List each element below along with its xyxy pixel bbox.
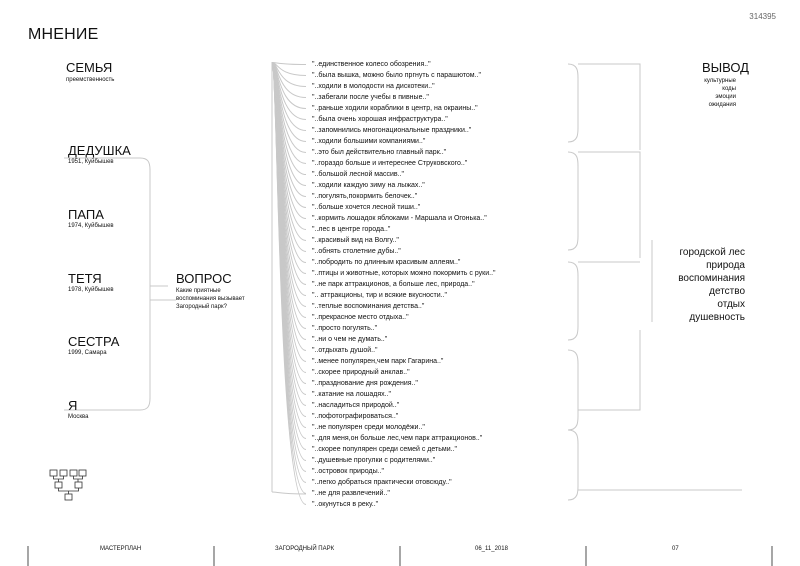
question-text: Какие приятные воспоминания вызывает Загородный парк? bbox=[176, 288, 245, 310]
footer-page: 07 bbox=[672, 546, 679, 552]
output-codes bbox=[704, 77, 736, 109]
member-name: ТЕТЯ bbox=[68, 271, 102, 286]
quote-item: "..погулять,покормить белочек.." bbox=[312, 193, 418, 200]
member-father bbox=[68, 207, 114, 229]
code-item: культурные bbox=[704, 78, 736, 84]
member-origin: 1978, Куйбышев bbox=[68, 287, 114, 293]
conclusions-list bbox=[650, 246, 745, 324]
member-name: СЕСТРА bbox=[68, 334, 120, 349]
quote-item: "..большой лесной массив.." bbox=[312, 171, 405, 178]
quote-item: "..скорее популярен среди семей с детьми.." bbox=[312, 446, 457, 453]
member-name: ДЕДУШКА bbox=[68, 143, 131, 158]
code-item: эмоции bbox=[715, 94, 736, 100]
member-origin: 1974, Куйбышев bbox=[68, 223, 114, 229]
conclusion-item: детство bbox=[709, 286, 745, 297]
member-origin: Москва bbox=[68, 414, 89, 420]
quote-item: "..легко добраться практически отовсюду.." bbox=[312, 479, 452, 486]
quote-item: "..была вышка, можно было пргнуть с парашютом.." bbox=[312, 72, 481, 79]
quote-item: "..лес в центре города.." bbox=[312, 226, 391, 233]
output-title: ВЫВОД bbox=[701, 60, 749, 75]
quote-item: "..празднование дня рождения.." bbox=[312, 380, 418, 387]
quote-item: "..просто погулять.." bbox=[312, 325, 378, 332]
quote-item: "..забегали после учебы в пивные.." bbox=[312, 94, 429, 101]
member-name: Я bbox=[68, 398, 78, 413]
member-me bbox=[68, 398, 88, 420]
footer-park: ЗАГОРОДНЫЙ ПАРК bbox=[275, 546, 335, 552]
quotes-list bbox=[312, 59, 582, 510]
member-aunt bbox=[68, 271, 114, 293]
conclusion-item: отдых bbox=[717, 299, 745, 310]
quote-item: "..обнять столетние дубы.." bbox=[312, 248, 401, 255]
family-title: СЕМЬЯ bbox=[66, 60, 113, 75]
quote-item: "..ни о чем не думать.." bbox=[312, 336, 388, 343]
conclusion-item: городской лес bbox=[679, 247, 745, 258]
quote-item: "..не парк аттракционов, а больше лес, природа.." bbox=[312, 281, 475, 288]
quote-item: "..ходили большими компаниями.." bbox=[312, 138, 426, 145]
quote-item: "..прекрасное место отдыха.." bbox=[312, 314, 409, 321]
quote-item: "..раньше ходили кораблики в центр, на окраины.." bbox=[312, 105, 478, 112]
member-origin: 1951, Куйбышев bbox=[68, 159, 114, 165]
member-origin: 1999, Самара bbox=[68, 350, 107, 356]
quote-item: "..запомнились многонациональные праздники.." bbox=[312, 127, 472, 134]
footer-masterplan: МАСТЕРПЛАН bbox=[100, 546, 142, 552]
quote-item: "..островок природы.." bbox=[312, 468, 385, 475]
quote-item: "..красивый вид на Волгу.." bbox=[312, 237, 399, 244]
quote-item: "..пофотографироваться.." bbox=[312, 413, 399, 420]
quote-item: "..ходили каждую зиму на лыжах.." bbox=[312, 182, 425, 189]
quote-item: "..душевные прогулки с родителями.." bbox=[312, 457, 436, 464]
family-subtitle: преемственность bbox=[66, 77, 115, 83]
conclusion-item: душевность bbox=[689, 312, 745, 323]
quote-item: "..катание на лошадях.." bbox=[312, 391, 391, 398]
quote-item: "..побродить по длинным красивым аллеям.." bbox=[312, 259, 461, 266]
page-title: МНЕНИЕ bbox=[28, 26, 99, 43]
quote-item: "..не для развлечений.." bbox=[312, 490, 390, 497]
member-sister bbox=[68, 334, 119, 356]
conclusion-item: природа bbox=[706, 260, 745, 271]
quote-item: "..теплые воспоминания детства.." bbox=[312, 303, 425, 310]
footer-date: 06_11_2018 bbox=[475, 546, 508, 552]
quote-item: "..насладиться природой.." bbox=[312, 402, 400, 409]
member-name: ПАПА bbox=[68, 207, 104, 222]
family-tree-icon bbox=[48, 468, 88, 508]
quote-item: "..гораздо больше и интереснее Струковского.." bbox=[312, 160, 468, 167]
quote-item: "..больше хочется лесной тиши.." bbox=[312, 204, 421, 211]
quote-item: "..кормить лошадок яблоками - Маршала и Огонька.." bbox=[312, 215, 487, 222]
code-item: коды bbox=[722, 86, 736, 92]
quote-item: "..это был действительно главный парк.." bbox=[312, 149, 447, 156]
quote-item: "..птицы и животные, которых можно покормить с руки.." bbox=[312, 270, 496, 277]
quote-item: "..окунуться в реку.." bbox=[312, 501, 379, 508]
quote-item: "..была очень хорошая инфраструктура.." bbox=[312, 116, 448, 123]
quote-item: "..для меня,он больше лес,чем парк аттракционов.." bbox=[312, 435, 483, 442]
code-item: ожидания bbox=[708, 102, 736, 108]
question-title: ВОПРОС bbox=[176, 271, 232, 286]
member-grandfather bbox=[68, 143, 131, 165]
quote-item: "..единственное колесо обозрения.." bbox=[312, 61, 431, 68]
quote-item: "..скорее природный анклав.." bbox=[312, 369, 410, 376]
quote-item: ".. аттракционы, тир и всякие вкусности.." bbox=[312, 292, 447, 299]
quote-item: "..не популярен среди молодёжи.." bbox=[312, 424, 425, 431]
quote-item: "..менее популярен,чем парк Гагарина.." bbox=[312, 358, 444, 365]
page-id: 314395 bbox=[749, 12, 776, 21]
conclusion-item: воспоминания bbox=[678, 273, 745, 284]
quote-item: "..ходили в молодости на дискотеки.." bbox=[312, 83, 435, 90]
quote-item: "..отдыхать душой.." bbox=[312, 347, 378, 354]
